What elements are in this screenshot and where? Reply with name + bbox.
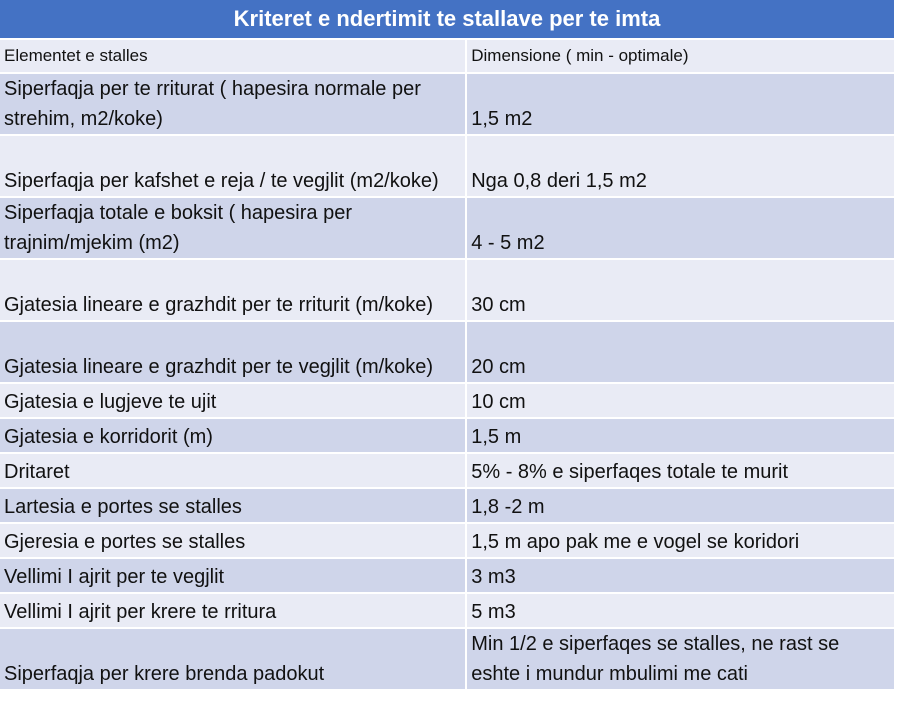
table-row <box>0 594 896 629</box>
table-row <box>0 524 896 559</box>
row-dimension: 1,5 m apo pak me e vogel se koridori <box>467 524 896 559</box>
header-element: Elementet e stalles <box>0 40 467 74</box>
row-element: Siperfaqja per te rriturat ( hapesira normale per strehim, m2/koke) <box>0 74 467 136</box>
table-row <box>0 322 896 384</box>
row-element: Gjeresia e portes se stalles <box>0 524 467 559</box>
row-dimension: 3 m3 <box>467 559 896 594</box>
table-row <box>0 136 896 198</box>
table-row <box>0 419 896 454</box>
row-dimension: 30 cm <box>467 260 896 322</box>
row-dimension: 4 - 5 m2 <box>467 198 896 260</box>
row-element: Gjatesia lineare e grazhdit per te vegjlit (m/koke) <box>0 322 467 384</box>
table-row <box>0 629 896 691</box>
row-element: Vellimi I ajrit per te vegjlit <box>0 559 467 594</box>
row-element: Vellimi I ajrit per krere te rritura <box>0 594 467 629</box>
row-dimension: 1,8 -2 m <box>467 489 896 524</box>
row-dimension: 5% - 8% e siperfaqes totale te murit <box>467 454 896 489</box>
table-row <box>0 198 896 260</box>
row-dimension: Nga 0,8 deri 1,5 m2 <box>467 136 896 198</box>
table-row <box>0 260 896 322</box>
table-row <box>0 74 896 136</box>
row-dimension: Min 1/2 e siperfaqes se stalles, ne rast se eshte i mundur mbulimi me cati <box>467 629 896 691</box>
row-element: Dritaret <box>0 454 467 489</box>
table-title: Kriteret e ndertimit te stallave per te imta <box>0 0 896 40</box>
table-row <box>0 454 896 489</box>
row-element: Gjatesia e korridorit (m) <box>0 419 467 454</box>
row-dimension: 10 cm <box>467 384 896 419</box>
row-element: Lartesia e portes se stalles <box>0 489 467 524</box>
row-dimension: 1,5 m <box>467 419 896 454</box>
row-element: Siperfaqja totale e boksit ( hapesira per trajnim/mjekim (m2) <box>0 198 467 260</box>
row-element: Gjatesia lineare e grazhdit per te rriturit (m/koke) <box>0 260 467 322</box>
row-dimension: 1,5 m2 <box>467 74 896 136</box>
row-dimension: 20 cm <box>467 322 896 384</box>
table-row <box>0 489 896 524</box>
table-row <box>0 559 896 594</box>
header-dimension: Dimensione ( min - optimale) <box>467 40 896 74</box>
header-row <box>0 40 896 74</box>
row-dimension: 5 m3 <box>467 594 896 629</box>
row-element: Siperfaqja per krere brenda padokut <box>0 629 467 691</box>
table-row <box>0 384 896 419</box>
row-element: Gjatesia e lugjeve te ujit <box>0 384 467 419</box>
row-element: Siperfaqja per kafshet e reja / te vegjlit (m2/koke) <box>0 136 467 198</box>
